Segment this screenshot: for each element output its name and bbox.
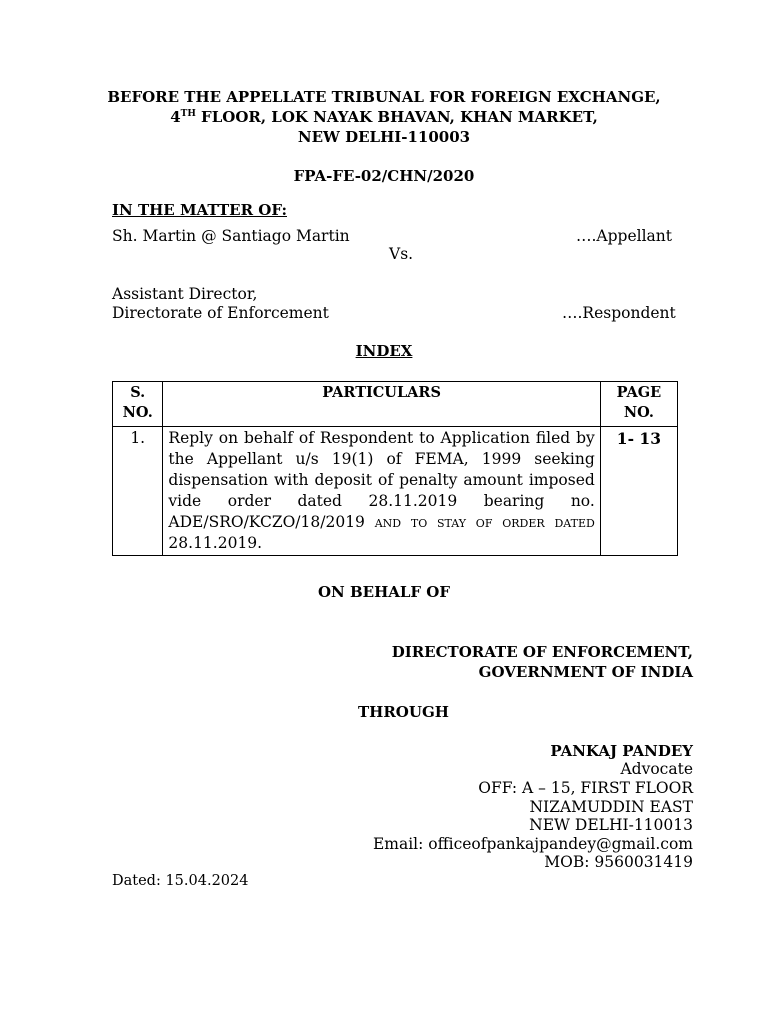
col-sno: S. NO. — [113, 382, 163, 427]
row-page-no: 1- 13 — [600, 427, 677, 556]
advocate-email: Email: officeofpankajpandey@gmail.com — [372, 835, 693, 853]
matter-heading: IN THE MATTER OF: — [112, 201, 287, 219]
advocate-address-1: OFF: A – 15, FIRST FLOOR — [478, 779, 693, 797]
index-table — [112, 381, 678, 556]
row-particulars — [163, 427, 600, 556]
through-label: THROUGH — [358, 703, 449, 721]
case-number: FPA-FE-02/CHN/2020 — [293, 167, 475, 185]
index-title: INDEX — [355, 342, 413, 360]
advocate-title: Advocate — [620, 760, 693, 778]
col-page-no: PAGE NO. — [600, 382, 677, 427]
org-name: DIRECTORATE OF ENFORCEMENT, — [391, 643, 693, 661]
table-header-row — [113, 382, 678, 427]
on-behalf-of: ON BEHALF OF — [317, 583, 451, 601]
tribunal-city: NEW DELHI-110003 — [297, 128, 471, 146]
particulars-end: 28.11.2019. — [168, 534, 263, 552]
advocate-address-3: NEW DELHI-110013 — [529, 816, 693, 834]
row-sno: 1. — [113, 427, 163, 556]
appellant-name: Sh. Martin @ Santiago Martin — [112, 227, 350, 245]
advocate-mobile: MOB: 9560031419 — [544, 853, 693, 871]
respondent-role: ….Respondent — [562, 304, 676, 322]
tribunal-address — [0, 108, 768, 126]
advocate-name: PANKAJ PANDEY — [550, 742, 693, 760]
advocate-address-2: NIZAMUDDIN EAST — [529, 798, 693, 816]
col-particulars: PARTICULARS — [163, 382, 600, 427]
particulars-smallcaps: and to stay of order dated — [364, 513, 595, 531]
floor-number: 4 — [170, 108, 181, 126]
particulars-main: Reply on behalf of Respondent to Application filed by the Appellant u/s 19(1) of FEMA, 1999 seeking dispensation with deposit of penalty amount imposed vide order dated 28.11.2019 bearing no. ADE/SRO/KCZO/18/2019 — [168, 429, 595, 531]
dated-line: Dated: 15.04.2024 — [112, 873, 249, 889]
respondent-designation: Assistant Director, — [112, 285, 258, 303]
org-government: GOVERNMENT OF INDIA — [478, 663, 693, 681]
respondent-department: Directorate of Enforcement — [112, 304, 329, 322]
floor-suffix: TH — [180, 109, 196, 119]
address-line: FLOOR, LOK NAYAK BHAVAN, KHAN MARKET, — [195, 108, 598, 126]
table-row — [113, 427, 678, 556]
appellant-role: ….Appellant — [576, 227, 673, 245]
tribunal-name: BEFORE THE APPELLATE TRIBUNAL FOR FOREIGN EXCHANGE, — [107, 88, 661, 106]
versus-label: Vs. — [389, 245, 414, 263]
